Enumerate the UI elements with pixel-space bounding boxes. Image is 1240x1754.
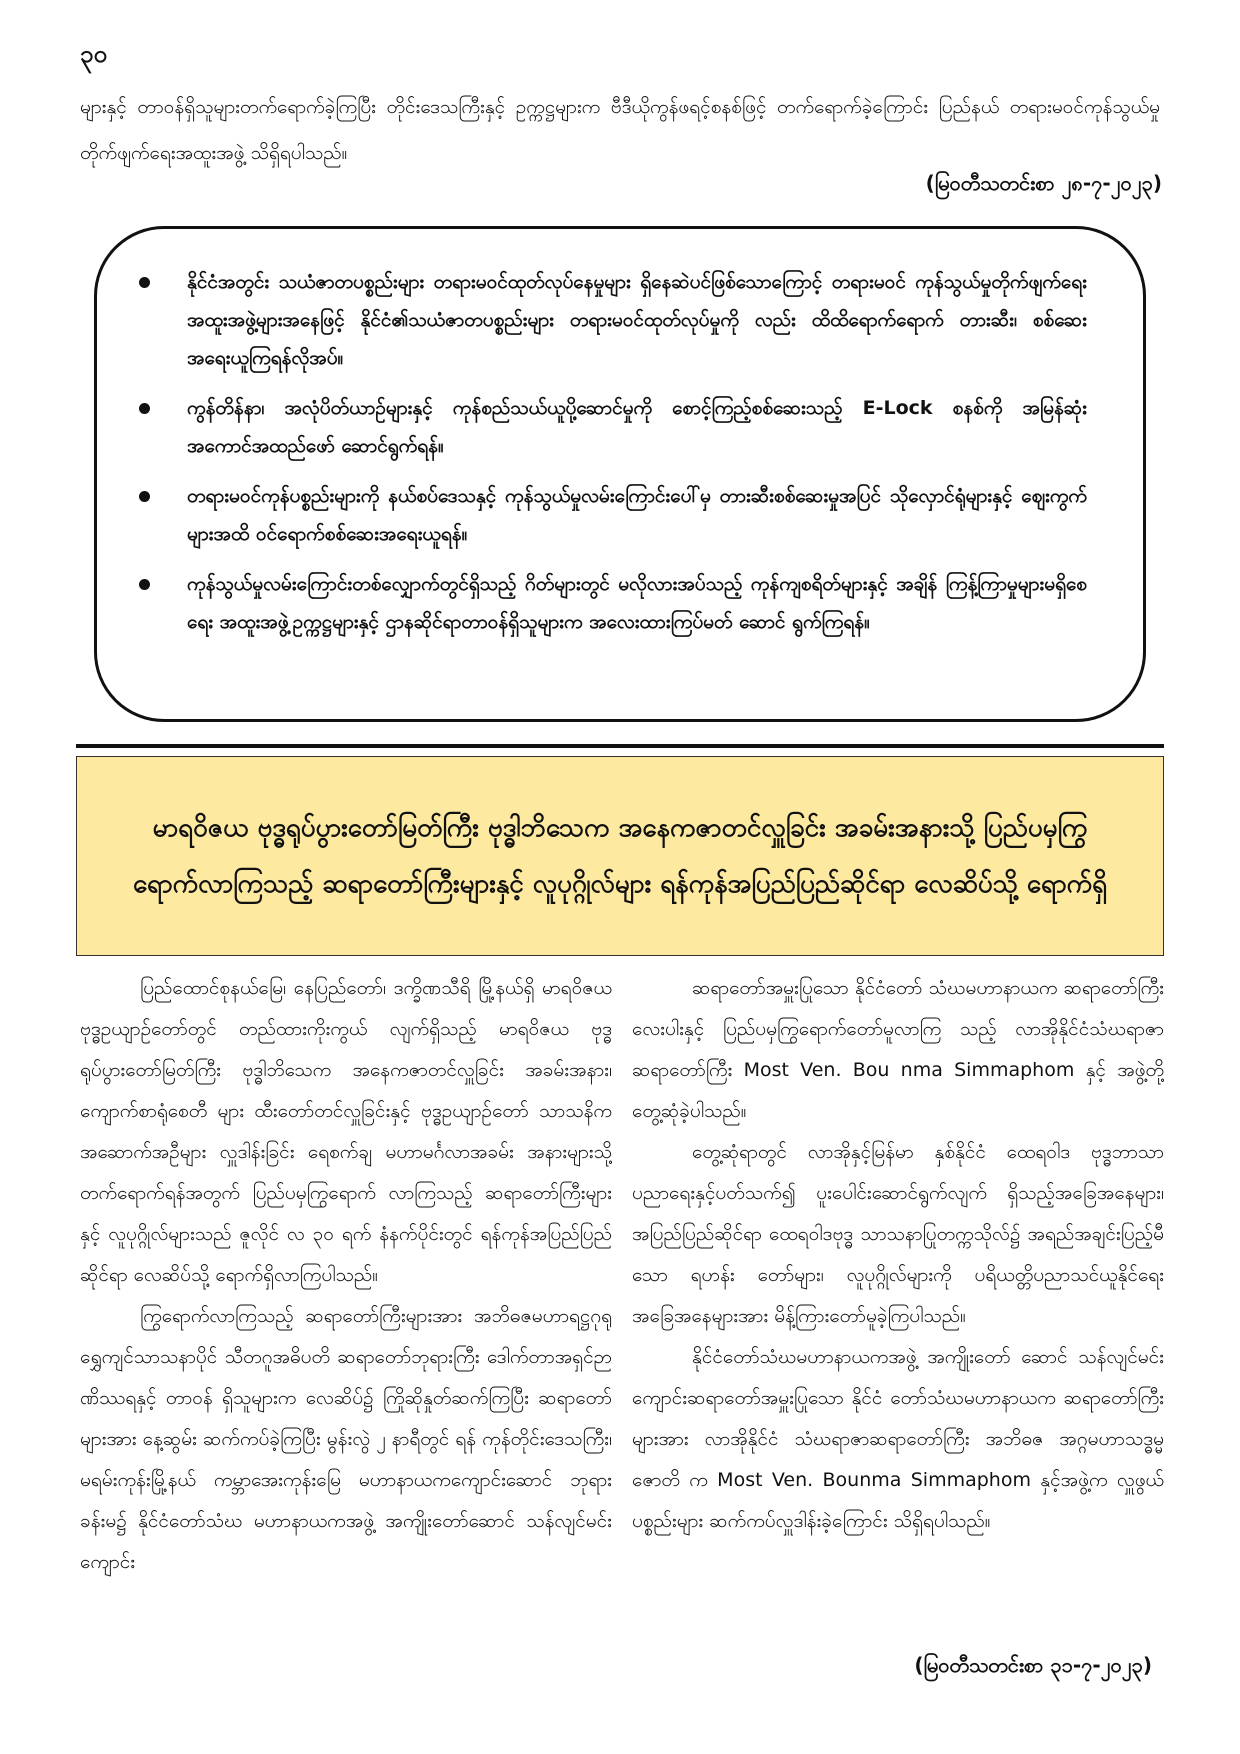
summary-bullet-text: နိုင်ငံအတွင်း သယံဇာတပစ္စည်းများ တရားမဝင်ထုတ်လုပ်နေမှုများ ရှိနေဆဲပင်ဖြစ်သောကြောင့် တရားမဝင် ကုန်သွယ်မှုတိုက်ဖျက်ရေး အထူးအဖွဲ့များအနေဖြင့် နိုင်ငံ၏သယံဇာတပစ္စည်းများ တရားမဝင်ထုတ်လုပ်မှုကို လည်း ထိထိရောက်ရောက် တားဆီး၊ စစ်ဆေးအရေးယူကြရန်လိုအပ်။ (187, 271, 1087, 369)
article-source: (မြဝတီသတင်းစာ ၃၁-၇-၂၀၂၃) (914, 1653, 1152, 1677)
summary-bullet (137, 565, 1087, 641)
bullet-icon (139, 277, 150, 288)
page-number: ၃၀ (80, 40, 107, 68)
article-paragraph: ဆရာတော်အမှူးပြုသော နိုင်ငံတော် သံဃမဟာနာယက ဆရာတော်ကြီးလေးပါးနှင့် ပြည်ပမှကြွရောက်တော်မူလာကြ သည့် လာအိုနိုင်ငံသံဃရာဇာဆရာတော်ကြီး Most Ven. Bou nma Simmaphom နှင့် အဖွဲ့တို့တွေ့ဆုံခဲ့ပါသည်။ (632, 977, 1164, 1122)
bullet-icon (139, 403, 150, 414)
top-article-source: (မြဝတီသတင်းစာ ၂၈-၇-၂၀၂၃) (925, 171, 1162, 195)
article-paragraph: ပြည်ထောင်စုနယ်မြေ၊ နေပြည်တော်၊ ဒက္ခိဏသီရိ မြို့နယ်ရှိ မာရဝိဇယ ဗုဒ္ဓဥယျာဉ်တော်တွင် တည်ထားကိုးကွယ် လျက်ရှိသည့် မာရဝိဇယ ဗုဒ္ဓရုပ်ပွားတော်မြတ်ကြီး ဗုဒ္ဓါဘိသေက အနေကဇာတင်လှူခြင်း အခမ်းအနား၊ ကျောက်စာရုံစေတီ များ ထီးတော်တင်လှူခြင်းနှင့် ဗုဒ္ဓဥယျာဉ်တော် သာသနိက အဆောက်အဦများ လှူဒါန်းခြင်း ရေစက်ချ မဟာမင်္ဂလာအခမ်း အနားများသို့ တက်ရောက်ရန်အတွက် ပြည်ပမှကြွရောက် လာကြသည့် ဆရာတော်ကြီးများနှင့် လူပုဂ္ဂိုလ်များသည် ဇူလိုင် လ ၃၀ ရက် နံနက်ပိုင်းတွင် ရန်ကုန်အပြည်ပြည်ဆိုင်ရာ လေဆိပ်သို့ ရောက်ရှိလာကြပါသည်။ (80, 977, 612, 1286)
bullet-icon (139, 491, 150, 502)
article-paragraph: တွေ့ဆုံရာတွင် လာအိုနှင့်မြန်မာ နှစ်နိုင်ငံ ထေရဝါဒ ဗုဒ္ဓဘာသာပညာရေးနှင့်ပတ်သက်၍ ပူးပေါင်းဆောင်ရွက်လျက် ရှိသည့်အခြေအနေများ၊ အပြည်ပြည်ဆိုင်ရာ ထေရဝါဒဗုဒ္ဓ သာသနာပြုတက္ကသိုလ်၌ အရည်အချင်းပြည့်မီသော ရဟန်း တော်များ၊ လူပုဂ္ဂိုလ်များကို ပရိယတ္တိပညာသင်ယူနိုင်ရေး အခြေအနေများအား မိန့်ကြားတော်မူခဲ့ကြပါသည်။ (632, 1141, 1164, 1327)
article-paragraph: ကြွရောက်လာကြသည့် ဆရာတော်ကြီးများအား အဘိဓဇမဟာရဋ္ဌဂုရု ရွှေကျင်သာသနာပိုင် သီတဂူအဓိပတိ ဆရာတော်ဘုရားကြီး ဒေါက်တာအရှင်ဉာဏိဿရနှင့် တာဝန် ရှိသူများက လေဆိပ်၌ ကြိုဆိုနှုတ်ဆက်ကြပြီး ဆရာတော် များအား နေ့ဆွမ်း ဆက်ကပ်ခဲ့ကြပြီး မွန်းလွဲ ၂ နာရီတွင် ရန် ကုန်တိုင်းဒေသကြီး၊ မရမ်းကုန်းမြို့နယ် ကမ္ဘာအေးကုန်းမြေ မဟာနာယကကျောင်းဆောင် ဘုရားခန်းမ၌ နိုင်ငံတော်သံဃ မဟာနာယကအဖွဲ့ အကျိုးတော်ဆောင် သန်လျင်မင်းကျောင်း (80, 1305, 612, 1573)
summary-list (137, 263, 1087, 641)
summary-bullet (137, 263, 1087, 377)
article-paragraph: နိုင်ငံတော်သံဃမဟာနာယကအဖွဲ့ အကျိုးတော် ဆောင် သန်လျင်မင်းကျောင်းဆရာတော်အမှူးပြုသော နိုင်ငံ တော်သံဃမဟာနာယက ဆရာတော်ကြီးများအား လာအိုနိုင်ငံ သံဃရာဇာဆရာတော်ကြီး အဘိဓဇ အဂ္ဂမဟာသဒ္ဓမ္မဇောတိ က Most Ven. Bounma Simmaphom နှင့်အဖွဲ့က လှူဖွယ် ပစ္စည်းများ ဆက်ကပ်လှူဒါန်းခဲ့ကြောင်း သိရှိရပါသည်။ (632, 1346, 1164, 1532)
summary-bullet-text: ကွန်တိန်နာ၊ အလုံပိတ်ယာဉ်များနှင့် ကုန်စည်သယ်ယူပို့ဆောင်မှုကို စောင့်ကြည့်စစ်ဆေးသည့် E-Lock စနစ်ကို အမြန်ဆုံး အကောင်အထည်ဖော် ဆောင်ရွက်ရန်။ (187, 397, 1087, 457)
article-column-right (632, 968, 1164, 1542)
summary-bullet (137, 477, 1087, 553)
summary-bullet-text: ကုန်သွယ်မှုလမ်းကြောင်းတစ်လျှောက်တွင်ရှိသည့် ဂိတ်များတွင် မလိုလားအပ်သည့် ကုန်ကျစရိတ်များနှင့် အချိန် ကြန့်ကြာမှုများမရှိစေရေး အထူးအဖွဲ့ဥက္ကဋ္ဌများနှင့် ဌာနဆိုင်ရာတာဝန်ရှိသူများက အလေးထားကြပ်မတ် ဆောင် ရွက်ကြရန်။ (187, 573, 1087, 633)
summary-box (94, 226, 1146, 722)
section-divider (76, 744, 1164, 748)
summary-bullet-text: တရားမဝင်ကုန်ပစ္စည်းများကို နယ်စပ်ဒေသနှင့် ကုန်သွယ်မှုလမ်းကြောင်းပေါ်မှ တားဆီးစစ်ဆေးမှုအပြင် သိုလှောင်ရုံများနှင့် ဈေးကွက်များအထိ ဝင်ရောက်စစ်ဆေးအရေးယူရန်။ (187, 485, 1087, 545)
headline-box (76, 756, 1164, 956)
article-column-left (80, 968, 612, 1583)
top-article-text: များနှင့် တာဝန်ရှိသူများတက်ရောက်ခဲ့ကြပြီး တိုင်းဒေသကြီးနှင့် ဥက္ကဋ္ဌများက ဗီဒီယိုကွန်ဖရင့်စနစ်ဖြင့် တက်ရောက်ခဲ့ကြောင်း ပြည်နယ် တရားမဝင်ကုန်သွယ်မှု တိုက်ဖျက်ရေးအထူးအဖွဲ့ သိရှိရပါသည်။ (80, 96, 1160, 164)
bullet-icon (139, 579, 150, 590)
summary-bullet (137, 389, 1087, 465)
article-headline: မာရဝိဇယ ဗုဒ္ဓရုပ်ပွားတော်မြတ်ကြီး ဗုဒ္ဓါဘိသေက အနေကဇာတင်လှူခြင်း အခမ်းအနားသို့ ပြည်ပမှကြွရောက်လာကြသည့် ဆရာတော်ကြီးများနှင့် လူပုဂ္ဂိုလ်များ ရန်ကုန်အပြည်ပြည်ဆိုင်ရာ လေဆိပ်သို့ ရောက်ရှိ (132, 813, 1108, 899)
